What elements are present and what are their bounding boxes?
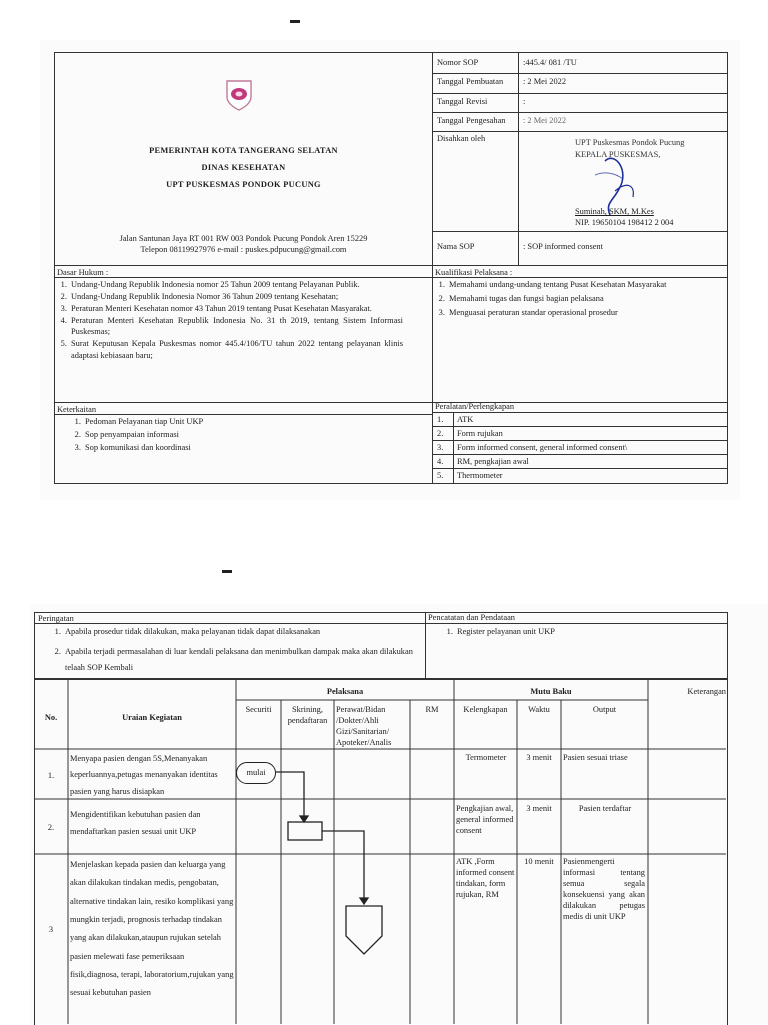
peringatan-title: Peringatan xyxy=(38,614,74,623)
page-mark-middle xyxy=(222,570,232,573)
peralatan-title: Peralatan/Perlengkapan xyxy=(435,402,515,411)
field-label-revisi: Tanggal Revisi xyxy=(437,97,488,106)
nama-sop-value: : SOP informed consent xyxy=(523,242,603,251)
dasar-hukum-item: 3. Peraturan Menteri Kesehatan nomor 43 Tahun 2019 tentang Pusat Kesehatan Masyarakat. xyxy=(69,303,403,314)
row-output: Pasien sesuai triase xyxy=(563,753,628,762)
col-header-mutu: Mutu Baku xyxy=(530,687,572,696)
city-logo xyxy=(225,79,253,111)
dasar-hukum-item: 1. Undang-Undang Republik Indonesia nomor 25 Tahun 2009 tentang Pelayanan Publik. xyxy=(69,279,403,290)
field-value-pembuatan: : 2 Mei 2022 xyxy=(523,77,567,86)
dasar-hukum-title: Dasar Hukum : xyxy=(57,268,109,277)
row-output: Pasienmengerti informasi tentang semua segala konsekuensi yang akan dilakukan petugas medis di unit UKP xyxy=(563,857,645,922)
col-header-pelaksana: Pelaksana xyxy=(326,687,364,696)
col-header-no: No. xyxy=(44,713,58,722)
row-kelengkapan: Pengkajian awal, general informed consent xyxy=(456,804,514,836)
signer-nip: NIP. 19650104 198412 2 004 xyxy=(575,218,674,227)
org-line-1: PEMERINTAH KOTA TANGERANG SELATAN xyxy=(149,146,338,155)
keterkaitan-list xyxy=(55,416,425,453)
org-line-3: UPT PUSKESMAS PONDOK PUCUNG xyxy=(166,180,321,189)
peralatan-item: RM, pengkajian awal xyxy=(457,457,529,466)
row-waktu: 3 menit xyxy=(526,753,552,762)
field-label-pembuatan: Tanggal Pembuatan xyxy=(437,77,504,86)
flow-start-label: mulai xyxy=(246,768,266,777)
row-output: Pasien terdaftar xyxy=(578,804,632,813)
peringatan-item: 1. Apabila prosedur tidak dilakukan, maka pelayanan tidak dapat dilaksanakan xyxy=(63,626,420,637)
address-line-1: Jalan Santunan Jaya RT 001 RW 003 Pondok Pucung Pondok Aren 15229 xyxy=(119,234,368,243)
peralatan-item: Form rujukan xyxy=(457,429,503,438)
col-header-securiti: Securiti xyxy=(245,705,272,714)
peringatan-item: 2. Apabila terjadi permasalahan di luar kendali pelaksana dan menimbulkan dampak maka akan dilakukan telaah SOP Kembali xyxy=(63,644,420,676)
row-no: 1. xyxy=(47,771,55,780)
keterkaitan-title: Keterkaitan xyxy=(57,405,97,414)
keterkaitan-item: 2. Sop penyampaian informasi xyxy=(83,429,425,440)
nama-sop-label: Nama SOP xyxy=(437,242,475,251)
row-waktu: 3 menit xyxy=(526,804,552,813)
dasar-hukum-item: 5. Surat Keputusan Kepala Puskesmas nomor 445.4/106/TU tahun 2022 tentang pelayanan klinis adaptasi kebiasaan baru; xyxy=(69,338,403,360)
pencatatan-list xyxy=(427,626,717,637)
field-label-pengesahan: Tanggal Pengesahan xyxy=(437,116,506,125)
disahkan-label: Disahkan oleh xyxy=(437,134,486,143)
pencatatan-title: Pencatatan dan Pendataan xyxy=(428,613,515,622)
kualifikasi-item: 2. Memahami tugas dan fungsi bagian pelaksana xyxy=(447,293,723,304)
col-header-keterangan: Keterangan xyxy=(687,687,726,696)
row-no: 2. xyxy=(47,823,55,832)
flowchart-connectors xyxy=(230,760,390,1000)
signer-name: Suminah, SKM, M.Kes xyxy=(575,207,654,216)
org-line-2: DINAS KESEHATAN xyxy=(201,163,286,172)
dasar-hukum-item: 4. Peraturan Menteri Kesehatan Republik Indonesia No. 31 th 2019, tentang Sistem Informasi Puskesmas; xyxy=(69,315,403,337)
col-header-skrining: Skrining, pendaftaran xyxy=(287,705,328,726)
peralatan-item: ATK xyxy=(457,415,474,424)
page-mark-top xyxy=(290,20,300,23)
peralatan-item: Form informed consent, general informed consent\ xyxy=(457,443,628,452)
col-header-perawat: Perawat/Bidan /Dokter/Ahli Gizi/Sanitarian/ Apoteker/Analis xyxy=(336,705,392,748)
kualifikasi-item: 3. Menguasai peraturan standar operasional prosedur xyxy=(447,307,723,318)
keterkaitan-item: 3. Sop komunikasi dan koordinasi xyxy=(83,442,425,453)
col-header-kelengkapan: Kelengkapan xyxy=(463,705,508,714)
row-waktu: 10 menit xyxy=(524,857,554,866)
disahkan-line-2: KEPALA PUSKESMAS, xyxy=(575,150,661,159)
field-value-pengesahan: : 2 Mei 2022 xyxy=(523,116,567,125)
address-line-2: Telepon 08119927976 e-mail : puskes.pdpucung@gmail.com xyxy=(140,245,347,254)
row-uraian: Mengidentifikan kebutuhan pasien dan mendaftarkan pasien sesuai unit UKP xyxy=(70,810,201,837)
row-kelengkapan: Termometer xyxy=(465,753,507,762)
row-kelengkapan: ATK ,Form informed consent tindakan, form rujukan, RM xyxy=(456,857,515,900)
kualifikasi-item: 1. Memahami undang-undang tentang Pusat Kesehatan Masyarakat xyxy=(447,279,723,290)
disahkan-line-1: UPT Puskesmas Pondok Pucung xyxy=(575,138,685,147)
row-no: 3 xyxy=(48,925,54,934)
kualifikasi-title: Kualifikasi Pelaksana : xyxy=(435,268,513,277)
peralatan-item: Thermometer xyxy=(457,471,503,480)
row-uraian: Menyapa pasien dengan 5S,Menanyakan keperluannya,petugas menanyakan identitas pasien yang harus disiapkan xyxy=(70,754,218,796)
field-value-revisi: : xyxy=(523,97,526,106)
dasar-hukum-list xyxy=(55,279,403,361)
field-value-nomor: :445.4/ 081 /TU xyxy=(523,58,577,67)
peringatan-list xyxy=(35,626,420,676)
field-label-nomor: Nomor SOP xyxy=(437,58,479,67)
keterkaitan-item: 1. Pedoman Pelayanan tiap Unit UKP xyxy=(83,416,425,427)
kualifikasi-list xyxy=(433,279,723,318)
pencatatan-item: 1. Register pelayanan unit UKP xyxy=(455,626,717,637)
col-header-waktu: Waktu xyxy=(528,705,550,714)
dasar-hukum-item: 2. Undang-Undang Republik Indonesia Nomor 36 Tahun 2009 tentang Kesehatan; xyxy=(69,291,403,302)
col-header-rm: RM xyxy=(425,705,439,714)
col-header-output: Output xyxy=(592,705,617,714)
row-uraian: Menjelaskan kepada pasien dan keluarga yang akan dilakukan tindakan medis, pengobatan, alternative tindakan lain, resiko komplikasi yang mungkin terjadi, prognosis terhadap tindakan yang akan dilakukan,ataupun rujukan setelah pasien melewati fase pemeriksaan fisik,diagnosa, terapi, laboratorium,rujukan yang sesuai kebutuhan pasien xyxy=(70,860,234,998)
sop-header-table: Nomor SOP :445.4/ 081 /TU Tanggal Pembuatan : 2 Mei 2022 Tanggal Revisi : Tanggal Pengesahan : 2 Mei 2022 Disahkan oleh UPT Puskesmas Pondok Pucung KEPALA PUSKESMAS, Suminah, SKM, M.Kes NIP. 19650104 198412 2 004 Nama SOP : SOP informed consent PEMERINTAH KOTA TANGERANG SELATAN DINAS KESEHATAN UPT PUSKESMAS PONDOK PUCUNG Jalan Santunan Jaya RT 001 RW 003 Pondok Pucung Pondok Aren 15229 Telepon 08119927976 e-mail : puskes.pdpucung@gmail.com Dasar Hukum : 1. Undang-Undang Republik Indonesia nomor 25 Tahun 2009 tentang Pelayanan Publik. 2. Undang-Undang Republik Indonesia Nomor 36 Tahun 2009 tentang Kesehatan; 3. Peraturan Menteri Kesehatan nomor 43 Tahun 2019 tentang Pusat Kesehatan Masyarakat. 4. Peraturan Menteri Kesehatan Republik Indonesia No. 31 th 2019, tentang Sistem Informasi Puskesmas; 5. Surat Keputusan Kepala Puskesmas nomor 445.4/106/TU tahun 2022 tentang pelayanan klinis adaptasi kebiasaan baru; Kualifikasi Pelaksana : 1. Memahami undang-undang tentang Pusat Kesehatan Masyarakat 2. Memahami tugas dan fungsi bagian pelaksana 3. Menguasai peraturan standar operasional prosedur Keterkaitan 1. Pedoman Pelayanan tiap Unit UKP 2. Sop penyampaian informasi 3. Sop komunikasi dan koordinasi Peralatan/Perlengkapan 1. ATK 2. Form rujukan 3. Form informed consent, general informed consent\ 4. RM, pengkajian awal 5. Thermometer xyxy=(54,52,728,484)
col-header-uraian: Uraian Kegiatan xyxy=(122,713,182,722)
